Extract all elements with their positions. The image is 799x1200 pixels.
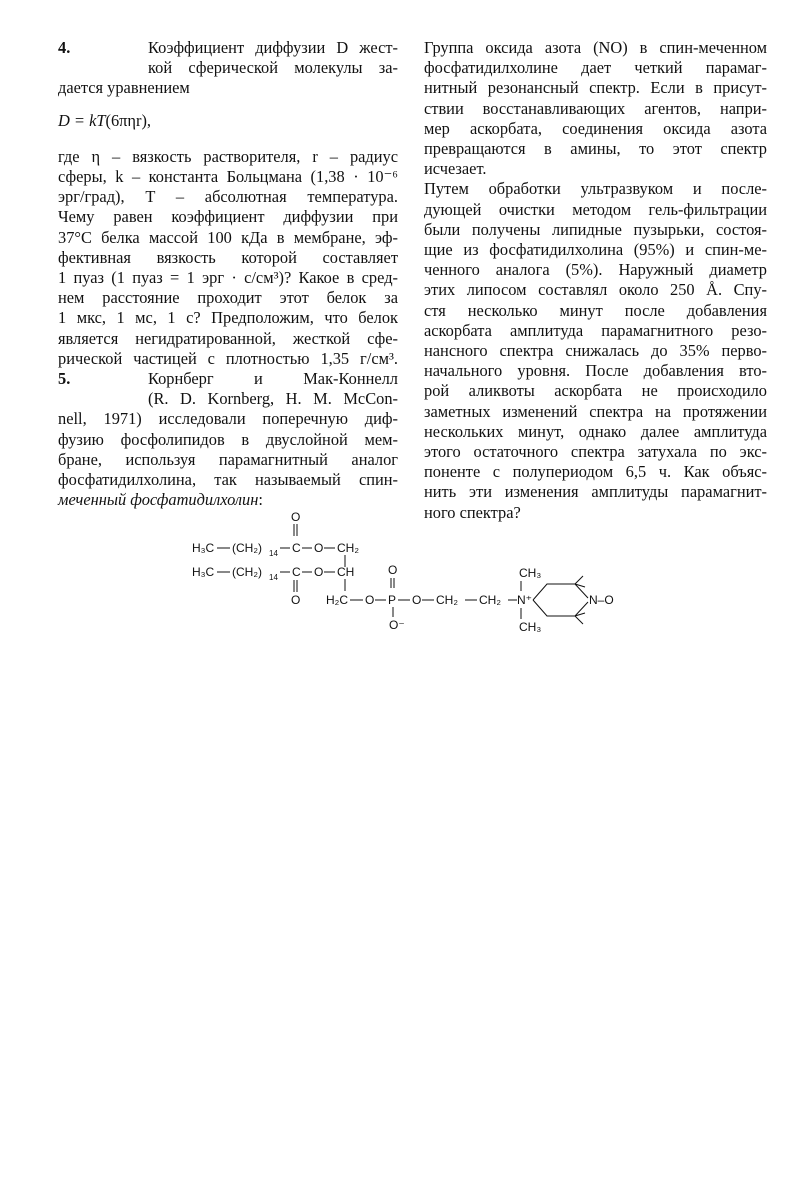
text-line: сферы, k – константа Больцмана (1,38 · 10⁻⁶: [58, 167, 398, 187]
text-line: ствии восстанавливающих агентов, напри-: [424, 98, 767, 118]
carbonyl-o: O: [291, 510, 301, 524]
text-line: превращаются в амины, то этот спектр: [424, 139, 767, 159]
text-line: кой сферической молекулы за-: [148, 58, 398, 78]
text-line: ного спектра?: [424, 502, 521, 522]
ester-o: O: [314, 541, 324, 555]
text-line: заметных изменений спектра на протяжении: [424, 401, 767, 421]
text-line: 37°С белка массой 100 кДа в мембране, эф-: [58, 227, 398, 247]
left-column: [58, 38, 398, 510]
text-line: фузию фосфолипидов в двуслойной мем-: [58, 429, 398, 449]
text-line: нескольких минут, однако далее амплитуда: [424, 421, 767, 441]
text-line: ченного аналога (5%). Наружный диаметр: [424, 260, 767, 280]
chain-label: (CH₂): [232, 565, 262, 579]
phosphorus: P: [388, 593, 397, 607]
text-line: мер аскорбата, соединения оксида азота: [424, 118, 767, 138]
text-line: исчезает.: [424, 159, 487, 179]
ch2-label: CH₂: [337, 541, 359, 555]
text-line: фосфатидилхолина, так называемый спин-: [58, 470, 398, 490]
h2c-label: H₂C: [326, 593, 348, 607]
h3c-label: H₃C: [192, 541, 215, 555]
italic-term: меченный фосфатидилхолин: [58, 490, 259, 510]
text-line: 1 пуаз (1 пуаз = 1 эрг · с/см³)? Какое в сред-: [58, 268, 398, 288]
text-line: Коэффициент диффузии D жест-: [148, 38, 398, 57]
carbonyl-c: C: [292, 541, 301, 555]
phosphate-o-double: O: [388, 563, 398, 577]
colon: :: [258, 490, 263, 510]
right-column: [424, 38, 767, 523]
ester-o: O: [314, 565, 324, 579]
carbonyl-o: O: [291, 593, 301, 607]
text-line: этих липосом составлял около 250 Å. Спу-: [424, 280, 767, 300]
text-line: нем расстояние проходит этот белок за: [58, 288, 398, 308]
phosphate-o-minus: O⁻: [389, 618, 405, 632]
formula-rhs: (6πηr),: [105, 110, 151, 130]
diffusion-formula: [58, 111, 398, 131]
phosphate-o: O: [365, 593, 375, 607]
ch-label: CH: [337, 565, 355, 579]
text-line: дующей очистки методом гель-фильтрации: [424, 199, 767, 219]
text-line: бране, используя парамагнитный аналог: [58, 449, 398, 469]
formula-lhs: D = kT: [58, 110, 106, 130]
text-line: фосфатидилхолине дает четкий парамаг-: [424, 58, 767, 78]
quaternary-n: N⁺: [517, 593, 532, 607]
text-line: дается уравнением: [58, 78, 190, 98]
text-line: Корнберг и Мак-Коннелл: [148, 369, 398, 389]
text-line: нить эти изменения амплитуды парамагнит-: [424, 482, 767, 502]
problem-4-number: 4.: [58, 38, 71, 57]
text-line: были получены липидные пузырьки, состоя-: [424, 219, 767, 239]
methyl-top: CH₃: [519, 566, 542, 580]
problem-4-header: [58, 38, 398, 78]
text-line: является негидратированной, жесткой сфе-: [58, 328, 398, 348]
text-line: щие из фосфатидилхолина (95%) и спин-ме-: [424, 240, 767, 260]
text-line: Группа оксида азота (NO) в спин-меченном: [424, 38, 767, 57]
text-line: фективная вязкость которой составляет: [58, 247, 398, 267]
phosphate-o: O: [412, 593, 422, 607]
text-line: нитный резонансный спектр. Если в присут-: [424, 78, 767, 98]
text-line: стя несколько минут после добавления: [424, 300, 767, 320]
carbonyl-c: C: [292, 565, 301, 579]
text-line: начального уровня. После добавления вто-: [424, 361, 767, 381]
problem-5-header: [58, 369, 398, 409]
h3c-label: H₃C: [192, 565, 215, 579]
text-line: этого остаточного спектра затухала по экс-: [424, 442, 767, 462]
text-line: поненте с полупериодом 6,5 ч. Как объяс-: [424, 462, 767, 482]
text-line: 1 мкс, 1 мс, 1 с? Предположим, что белок: [58, 308, 398, 328]
chain-label: (CH₂): [232, 541, 262, 555]
chain-subscript: 14: [269, 549, 278, 558]
text-line: аскорбата амплитуда парамагнитного резо-: [424, 320, 767, 340]
text-line: Чему равен коэффициент диффузии при: [58, 207, 398, 227]
ch2-label: CH₂: [436, 593, 458, 607]
spin-labeled-phosphatidylcholine-structure: [190, 508, 650, 638]
text-line: nell, 1971) исследовали поперечную диф-: [58, 409, 398, 429]
problem-5-number: 5.: [58, 369, 71, 389]
text-line: нансного спектра снижалась до 35% перво-: [424, 341, 767, 361]
text-line: эрг/град), T – абсолютная температура.: [58, 187, 398, 207]
chain-subscript: 14: [269, 573, 278, 582]
text-line: где η – вязкость растворителя, r – радиус: [58, 146, 398, 166]
nitroxide-label: N–O: [589, 593, 614, 607]
text-line: (R. D. Kornberg, H. M. McCon-: [148, 389, 398, 409]
ch2-label: CH₂: [479, 593, 501, 607]
text-line: Путем обработки ультразвуком и после-: [424, 179, 767, 199]
methyl-bottom: CH₃: [519, 620, 542, 634]
text-line: рой аликвоты аскорбата не происходило: [424, 381, 767, 401]
text-line: рической частицей с плотностью 1,35 г/см³.: [58, 348, 398, 368]
